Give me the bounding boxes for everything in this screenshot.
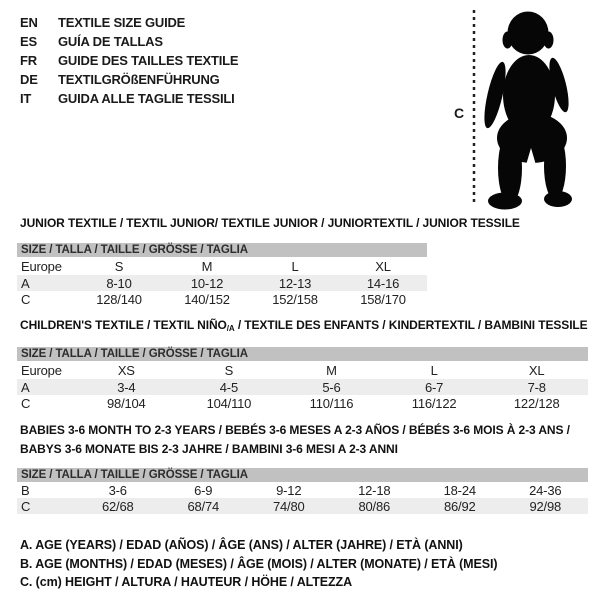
size-header-label: SIZE / TALLA / TAILLE / GRÖSSE / TAGLIA [21,244,248,256]
toddler-silhouette-icon [480,12,573,210]
table-cell: XS [117,362,135,378]
table-cell: 62/68 [101,498,134,514]
table-cell: 3-4 [117,379,136,395]
legend-note: C. (cm) HEIGHT / ALTURA / HAUTEUR / HÖHE / ALTEZZA [20,575,353,589]
table-cell: 12-18 [358,482,391,498]
table-title-text: / TEXTILE DES ENFANTS / KINDERTEXTIL / BAMBINI TESSILE [234,318,588,332]
row-label: Europe [21,258,62,274]
language-guide-title: GUIDA ALLE TAGLIE TESSILI [58,91,235,106]
table-cell: 80/86 [358,498,391,514]
table-cell: 10-12 [190,275,224,291]
language-row [20,32,238,51]
row-label: C [21,395,31,411]
table-cell: 92/98 [529,498,562,514]
table-cell: 8-10 [106,275,132,291]
language-guide-title: TEXTILGRÖßENFÜHRUNG [58,72,220,87]
language-code: FR [20,53,37,68]
table-cell: 86/92 [443,498,476,514]
table-cell: 122/128 [513,395,560,411]
table-cell: 116/122 [411,395,457,411]
language-row [20,89,238,108]
table-cell: M [201,258,213,274]
height-measure-label: C [454,105,465,121]
table-cell: XL [375,258,391,274]
table-cell: 9-12 [276,482,302,498]
table-title-text: CHILDREN'S TEXTILE / TEXTIL NIÑO [20,318,227,332]
row-label: C [21,498,31,514]
table-cell: 104/110 [206,395,252,411]
legend-note: B. AGE (MONTHS) / EDAD (MESES) / ÂGE (MOIS) / ALTER (MONATE) / ETÀ (MESI) [20,556,498,571]
row-label: C [21,291,31,307]
table-title-text: BABYS 3-6 MONATE BIS 2-3 JAHRE / BAMBINI 3-6 MESI A 2-3 ANNI [20,442,398,456]
table-title-text: /A [226,324,235,333]
language-row [20,70,238,89]
table-row [17,291,427,307]
size-header-bar [17,243,427,257]
language-code: DE [20,72,38,87]
legend-note: A. AGE (YEARS) / EDAD (AÑOS) / ÂGE (ANS) / ALTER (JAHRE) / ETÀ (ANNI) [20,538,463,552]
language-code: IT [20,91,32,106]
table-cell: S [114,258,124,274]
table-title-line [20,316,588,338]
table-cell: L [430,362,438,378]
table-cell: XL [528,362,545,378]
size-table [17,243,427,307]
table-row [17,379,588,395]
language-title-list [20,13,238,108]
table-cell: 24-36 [529,482,562,498]
table-row [17,482,588,498]
table-row [17,395,588,411]
table-cell: L [291,258,299,274]
table-row [17,361,588,379]
table-title [20,421,570,459]
row-label: A [21,275,30,291]
table-title-line [20,421,570,440]
size-table [17,468,588,514]
table-cell: 74/80 [272,498,305,514]
table-cell: 68/74 [187,498,220,514]
size-table [17,347,588,411]
table-cell: 152/158 [272,291,318,307]
table-row [17,498,588,514]
table-row [17,257,427,275]
table-title [20,214,520,233]
table-cell: S [224,362,234,378]
table-cell: 3-6 [108,482,127,498]
table-title-text: JUNIOR TEXTILE / TEXTIL JUNIOR/ TEXTILE JUNIOR / JUNIORTEXTIL / JUNIOR TESSILE [20,216,520,230]
size-header-label: SIZE / TALLA / TAILLE / GRÖSSE / TAGLIA [21,469,248,481]
row-label: A [21,379,30,395]
language-row [20,51,238,70]
row-label: Europe [21,362,62,378]
table-title-line [20,440,570,459]
table-cell: 110/116 [309,395,354,411]
legend-notes [20,536,497,592]
table-cell: 7-8 [527,379,546,395]
table-row [17,275,427,291]
size-header-bar [17,468,588,482]
table-title [20,316,588,338]
table-cell: 6-9 [194,482,213,498]
language-row [20,13,238,32]
language-code: EN [20,15,38,30]
size-header-bar [17,347,588,361]
language-code: ES [20,34,37,49]
table-title-line [20,214,520,233]
table-cell: 18-24 [443,482,476,498]
table-cell: 98/104 [107,395,146,411]
language-guide-title: GUIDE DES TAILLES TEXTILE [58,53,239,68]
height-figure-graphic [450,5,600,220]
row-label: B [21,482,30,498]
table-cell: 158/170 [360,291,406,307]
table-cell: M [326,362,337,378]
table-cell: 4-5 [219,379,238,395]
table-cell: 12-13 [278,275,312,291]
language-guide-title: TEXTILE SIZE GUIDE [58,15,186,30]
table-cell: 140/152 [184,291,230,307]
table-title-text: BABIES 3-6 MONTH TO 2-3 YEARS / BEBÉS 3-6 MESES A 2-3 AÑOS / BÉBÉS 3-6 MOIS À 2-3 ANS / [20,423,570,437]
table-cell: 14-16 [366,275,400,291]
table-cell: 5-6 [322,379,341,395]
table-cell: 6-7 [424,379,444,395]
language-guide-title: GUÍA DE TALLAS [58,34,163,49]
table-cell: 128/140 [96,291,142,307]
size-header-label: SIZE / TALLA / TAILLE / GRÖSSE / TAGLIA [21,348,248,360]
